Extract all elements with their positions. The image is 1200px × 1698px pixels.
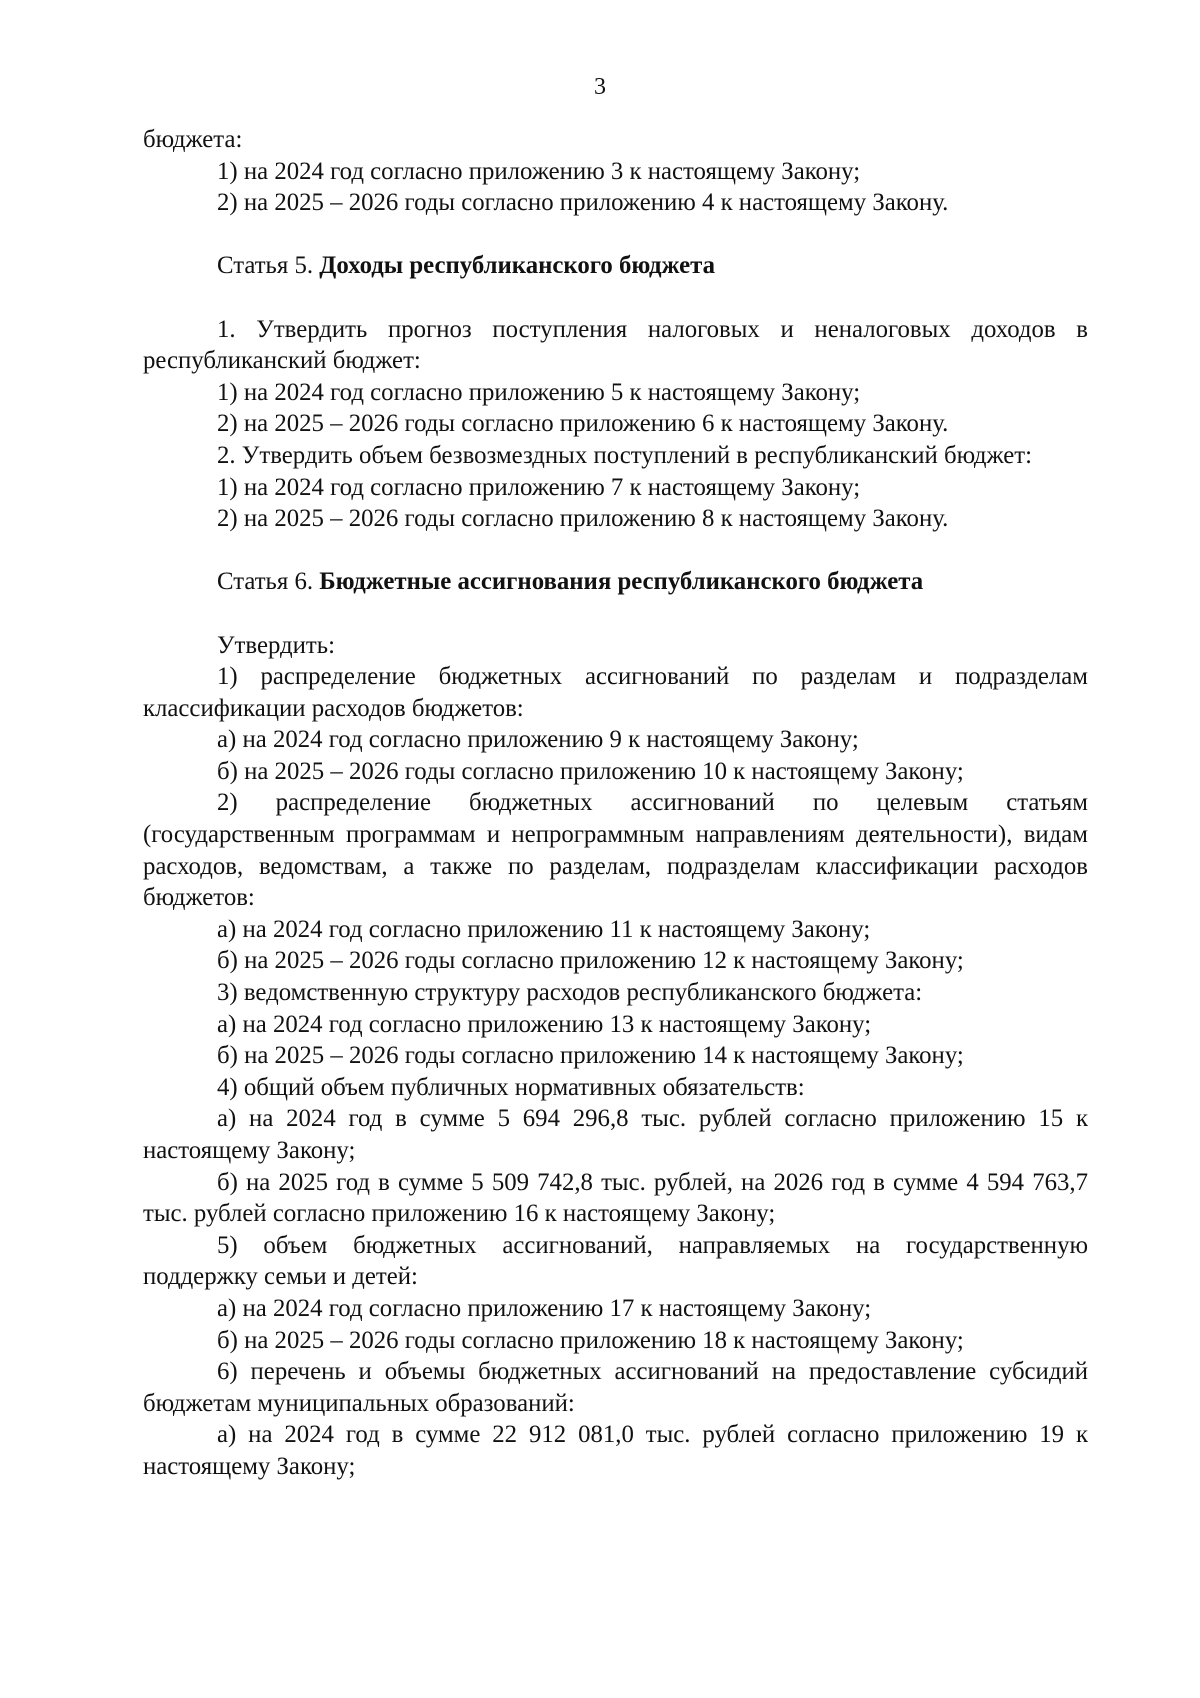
- paragraph-spacer: [143, 282, 1088, 314]
- paragraph-spacer: [143, 535, 1088, 567]
- paragraph: 2) на 2025 – 2026 годы согласно приложению 8 к настоящему Закону.: [217, 505, 949, 533]
- paragraph: а) на 2024 год в сумме 5 694 296,8 тыс. рублей согласно приложению 15 к настоящему Закону;: [143, 1105, 1088, 1164]
- paragraph: 1) на 2024 год согласно приложению 3 к настоящему Закону;: [217, 157, 861, 185]
- paragraph-spacer: [143, 219, 1088, 251]
- article-number: Статья 5.: [217, 252, 314, 280]
- paragraph: а) на 2024 год согласно приложению 9 к настоящему Закону;: [217, 726, 859, 754]
- article-heading: [143, 250, 1088, 282]
- paragraph: Утвердить:: [217, 631, 335, 659]
- paragraph: 2) распределение бюджетных ассигнований по целевым статьям (государственным программам и непрограммным направлениям деятельности), видам расходов, ведомствам, а также по разделам, подразделам классификации расходов бюджетов:: [143, 789, 1088, 912]
- paragraph: а) на 2024 год согласно приложению 17 к настоящему Закону;: [217, 1294, 872, 1322]
- paragraph: 1) на 2024 год согласно приложению 5 к настоящему Закону;: [217, 378, 861, 406]
- paragraph: 1) на 2024 год согласно приложению 7 к настоящему Закону;: [217, 473, 861, 501]
- paragraph: 6) перечень и объемы бюджетных ассигнований на предоставление субсидий бюджетам муниципальных образований:: [143, 1358, 1088, 1417]
- paragraph: а) на 2024 год согласно приложению 11 к настоящему Закону;: [217, 915, 871, 943]
- paragraph: 5) объем бюджетных ассигнований, направляемых на государственную поддержку семьи и детей:: [143, 1231, 1088, 1291]
- paragraph: 1. Утвердить прогноз поступления налоговых и неналоговых доходов в республиканский бюджет:: [143, 315, 1088, 375]
- paragraph: бюджета:: [143, 126, 243, 153]
- paragraph-spacer: [143, 598, 1088, 630]
- article-number: Статья 6.: [217, 568, 314, 596]
- paragraph: а) на 2024 год согласно приложению 13 к настоящему Закону;: [217, 1010, 872, 1038]
- paragraph: а) на 2024 год в сумме 22 912 081,0 тыс. рублей согласно приложению 19 к настоящему Закону;: [143, 1421, 1088, 1480]
- paragraph: б) на 2025 – 2026 годы согласно приложению 18 к настоящему Закону;: [217, 1326, 964, 1354]
- paragraph: 1) распределение бюджетных ассигнований по разделам и подразделам классификации расходов бюджетов:: [143, 663, 1088, 722]
- paragraph: б) на 2025 год в сумме 5 509 742,8 тыс. рублей, на 2026 год в сумме 4 594 763,7 тыс. рублей согласно приложению 16 к настоящему Закону;: [143, 1168, 1088, 1228]
- paragraph: 2) на 2025 – 2026 годы согласно приложению 4 к настоящему Закону.: [217, 189, 949, 217]
- paragraph: 4) общий объем публичных нормативных обязательств:: [217, 1073, 805, 1101]
- paragraph: б) на 2025 – 2026 годы согласно приложению 12 к настоящему Закону;: [217, 947, 964, 975]
- paragraph: 3) ведомственную структуру расходов республиканского бюджета:: [217, 979, 923, 1007]
- paragraph: 2) на 2025 – 2026 годы согласно приложению 6 к настоящему Закону.: [217, 410, 949, 438]
- article-heading: [143, 566, 1088, 598]
- paragraph: б) на 2025 – 2026 годы согласно приложению 10 к настоящему Закону;: [217, 757, 964, 785]
- paragraph: б) на 2025 – 2026 годы согласно приложению 14 к настоящему Закону;: [217, 1042, 964, 1070]
- document-body: [143, 124, 1088, 1483]
- article-title: Доходы республиканского бюджета: [319, 252, 716, 280]
- page-number: 3: [594, 74, 606, 100]
- article-title: Бюджетные ассигнования республиканского бюджета: [319, 568, 924, 596]
- paragraph: 2. Утвердить объем безвозмездных поступлений в республиканский бюджет:: [217, 441, 1033, 469]
